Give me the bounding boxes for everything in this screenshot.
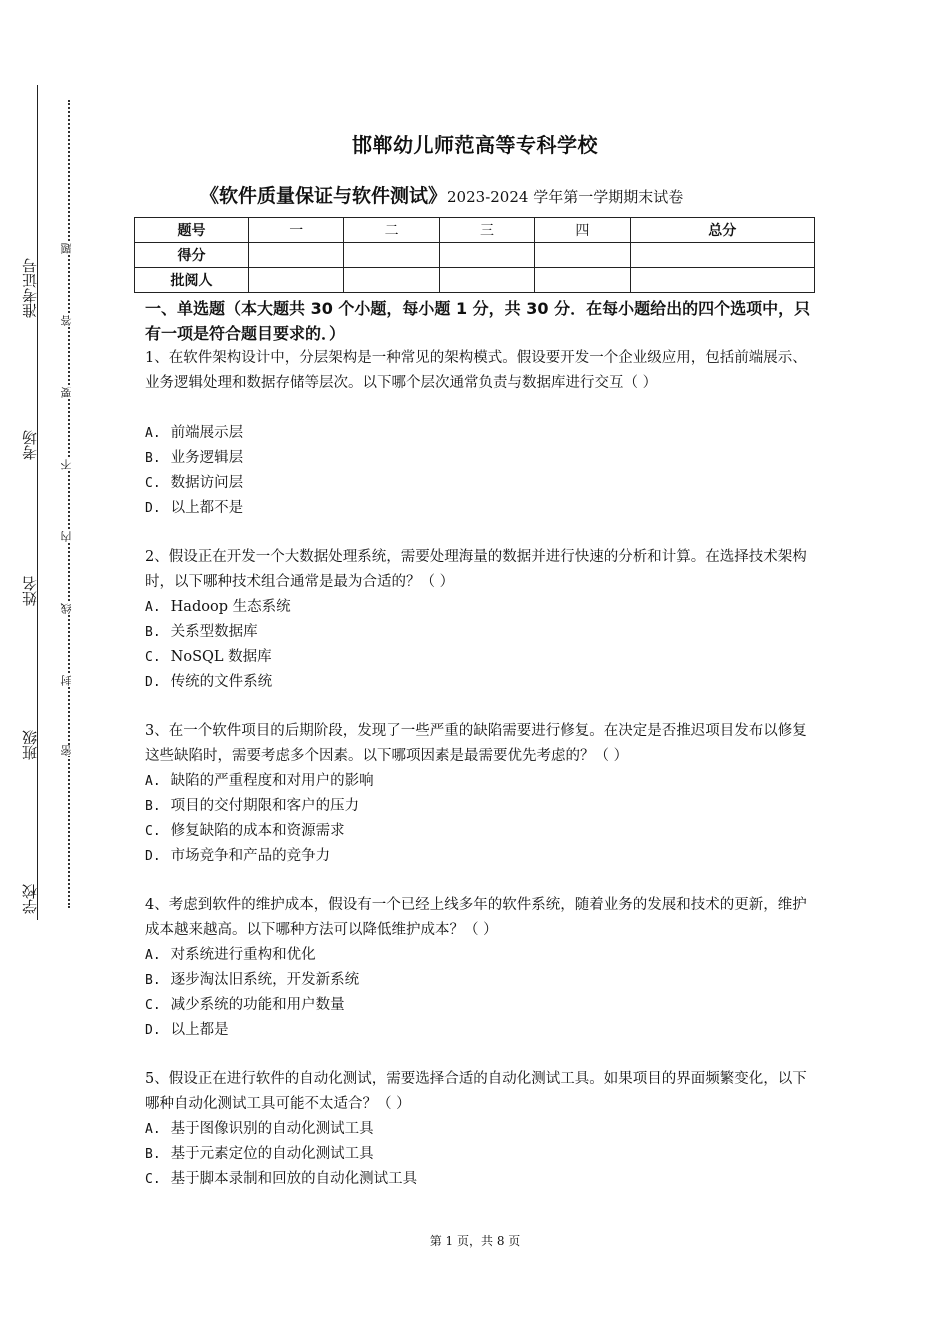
question-option (145, 595, 291, 620)
option-text: 关系型数据库 (170, 624, 258, 640)
score-cell (344, 243, 439, 268)
score-table-row (135, 243, 815, 268)
score-row-label: 得分 (135, 243, 249, 268)
score-row-label: 批阅人 (135, 268, 249, 293)
section-heading: 一、单选题（本大题共 30 个小题，每小题 1 分，共 30 分．在每小题给出的四个选项中，只有一项是符合题目要求的．） (145, 299, 811, 343)
score-cell (439, 243, 534, 268)
question-option (145, 1018, 229, 1043)
option-text: 基于图像识别的自动化测试工具 (170, 1121, 374, 1137)
option-text: 逐步淘汰旧系统，开发新系统 (170, 972, 360, 988)
question-option (145, 968, 359, 993)
question-option (145, 1142, 374, 1167)
question-option (145, 794, 359, 819)
seal-char: 内 (61, 531, 77, 542)
score-cell (535, 268, 630, 293)
question-option (145, 421, 243, 446)
field-name: 姓名 (21, 576, 39, 606)
course-name: 《软件质量保证与软件测试》 (200, 185, 448, 207)
score-table-header: 三 (439, 218, 534, 243)
score-table-header: 四 (535, 218, 630, 243)
question-option (145, 819, 345, 844)
option-key: D. (145, 1023, 161, 1038)
option-key: B. (145, 799, 161, 814)
seal-char: 线 (61, 603, 77, 614)
option-key: C. (145, 1172, 161, 1187)
score-table (134, 217, 815, 293)
option-key: A. (145, 1122, 161, 1137)
question-option (145, 769, 374, 794)
option-key: B. (145, 625, 161, 640)
option-key: A. (145, 426, 161, 441)
option-text: 市场竞争和产品的竞争力 (170, 848, 331, 864)
question-stem: 2、假设正在开发一个大数据处理系统，需要处理海量的数据并进行快速的分析和计算。在选择技术架构时，以下哪种技术组合通常是最为合适的？（ ） (145, 549, 807, 590)
binding-line (37, 85, 38, 920)
question-stem: 5、假设正在进行软件的自动化测试，需要选择合适的自动化测试工具。如果项目的界面频繁变化，以下哪种自动化测试工具可能不太适合？（ ） (145, 1071, 807, 1112)
field-school: 学校 (21, 884, 39, 914)
option-text: 前端展示层 (170, 425, 244, 441)
score-cell (249, 268, 344, 293)
option-text: 对系统进行重构和优化 (170, 947, 316, 963)
score-cell (630, 268, 814, 293)
exam-term: 2023-2024 学年第一学期期末试卷 (447, 188, 684, 206)
option-text: 数据访问层 (170, 475, 244, 491)
question-stem: 4、考虑到软件的维护成本，假设有一个已经上线多年的软件系统，随着业务的发展和技术的更新，维护成本越来越高。以下哪种方法可以降低维护成本？（ ） (145, 897, 807, 938)
option-text: 以上都不是 (170, 500, 244, 516)
exam-subtitle (200, 181, 683, 208)
option-key: B. (145, 451, 161, 466)
score-table-row (135, 268, 815, 293)
score-table-header: 一 (249, 218, 344, 243)
option-text: 缺陷的严重程度和对用户的影响 (170, 773, 374, 789)
score-table-header: 总分 (630, 218, 814, 243)
question-option (145, 993, 345, 1018)
seal-char: 要 (61, 387, 77, 398)
question-option (145, 1167, 417, 1192)
option-key: D. (145, 849, 161, 864)
option-key: B. (145, 1147, 161, 1162)
seal-char: 答 (61, 315, 77, 326)
option-text: 修复缺陷的成本和资源需求 (170, 823, 345, 839)
option-text: 传统的文件系统 (170, 674, 273, 690)
score-cell (630, 243, 814, 268)
option-key: C. (145, 998, 161, 1013)
question-option (145, 943, 316, 968)
option-key: C. (145, 824, 161, 839)
option-key: D. (145, 501, 161, 516)
seal-char: 密 (61, 745, 77, 756)
question-option (145, 446, 243, 471)
option-text: 以上都是 (170, 1022, 229, 1038)
question-option (145, 471, 243, 496)
field-exam-room: 考场 (21, 430, 39, 460)
question-stem: 1、在软件架构设计中，分层架构是一种常见的架构模式。假设要开发一个企业级应用，包括前端展示、业务逻辑处理和数据存储等层次。以下哪个层次通常负责与数据库进行交互（ ） (145, 350, 807, 391)
question-stem: 3、在一个软件项目的后期阶段，发现了一些严重的缺陷需要进行修复。在决定是否推迟项目发布以修复这些缺陷时，需要考虑多个因素。以下哪项因素是最需要优先考虑的？（ ） (145, 723, 807, 764)
seal-char: 封 (61, 675, 77, 686)
option-text: 基于脚本录制和回放的自动化测试工具 (170, 1171, 418, 1187)
option-key: D. (145, 675, 161, 690)
score-cell (439, 268, 534, 293)
score-table-header: 二 (344, 218, 439, 243)
option-key: B. (145, 973, 161, 988)
option-key: A. (145, 774, 161, 789)
option-key: A. (145, 948, 161, 963)
score-table-header: 题号 (135, 218, 249, 243)
field-admission-number: 准考证号 (21, 258, 39, 318)
option-text: 项目的交付期限和客户的压力 (170, 798, 360, 814)
seal-char: 不 (61, 459, 77, 470)
score-cell (249, 243, 344, 268)
question-option (145, 645, 272, 670)
option-text: 减少系统的功能和用户数量 (170, 997, 345, 1013)
option-text: 业务逻辑层 (170, 450, 244, 466)
question-option (145, 620, 258, 645)
score-table-header-row (135, 218, 815, 243)
question-option (145, 1117, 374, 1142)
seal-char: 题 (61, 243, 77, 254)
option-text: Hadoop 生态系统 (170, 599, 291, 615)
page-number: 第 1 页，共 8 页 (429, 1234, 521, 1248)
question-option (145, 496, 243, 521)
seal-dotted-line (68, 100, 70, 908)
question-option (145, 844, 330, 869)
option-text: 基于元素定位的自动化测试工具 (170, 1146, 374, 1162)
option-key: C. (145, 476, 161, 491)
score-cell (535, 243, 630, 268)
option-key: A. (145, 600, 161, 615)
question-option (145, 670, 272, 695)
option-text: NoSQL 数据库 (170, 649, 272, 665)
field-class: 班级 (21, 730, 39, 760)
school-title: 邯郸幼儿师范高等专科学校 (352, 133, 598, 157)
score-cell (344, 268, 439, 293)
option-key: C. (145, 650, 161, 665)
